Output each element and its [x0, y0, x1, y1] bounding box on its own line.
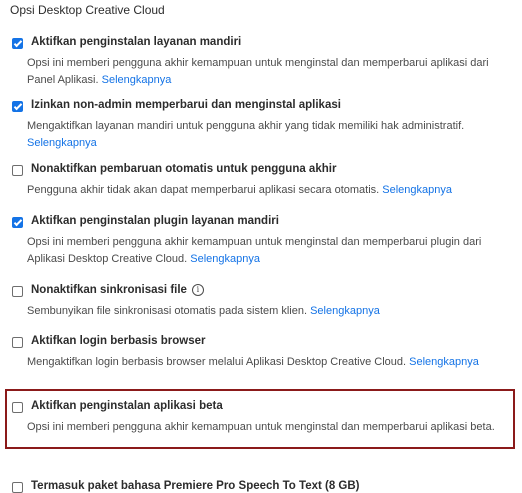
learn-more-link[interactable]: Selengkapnya [310, 305, 380, 317]
option-title: Aktifkan penginstalan aplikasi beta [31, 400, 223, 412]
learn-more-link[interactable]: Selengkapnya [409, 356, 479, 368]
option-title: Nonaktifkan pembaruan otomatis untuk pengguna akhir [31, 163, 337, 175]
disable-auto-update-checkbox[interactable] [12, 165, 23, 176]
self-service-plugins-checkbox[interactable] [12, 217, 23, 228]
self-service-install-checkbox[interactable] [12, 38, 23, 49]
learn-more-link[interactable]: Selengkapnya [27, 137, 97, 149]
beta-apps-checkbox[interactable] [12, 402, 23, 413]
allow-non-admin-checkbox[interactable] [12, 101, 23, 112]
browser-login-checkbox[interactable] [12, 337, 23, 348]
option-title: Termasuk paket bahasa Premiere Pro Speech To Text (8 GB) [31, 480, 360, 492]
option-title: Aktifkan penginstalan layanan mandiri [31, 36, 242, 48]
option-title: Aktifkan login berbasis browser [31, 335, 206, 347]
description-text: Mengaktifkan login berbasis browser melalui Aplikasi Desktop Creative Cloud. [27, 356, 407, 368]
option-title: Aktifkan penginstalan plugin layanan mandiri [31, 215, 279, 227]
section-title: Opsi Desktop Creative Cloud [10, 3, 165, 17]
disable-file-sync-checkbox[interactable] [12, 286, 23, 297]
option-description [27, 354, 507, 371]
option-description [27, 234, 507, 268]
learn-more-link[interactable]: Selengkapnya [382, 184, 452, 196]
description-text: Sembunyikan file sinkronisasi otomatis pada sistem klien. [27, 305, 308, 317]
option-title [31, 284, 204, 296]
info-icon[interactable]: i [192, 284, 204, 296]
option-title-text: Nonaktifkan sinkronisasi file [31, 284, 187, 296]
description-text: Pengguna akhir tidak akan dapat memperbarui aplikasi secara otomatis. [27, 184, 380, 196]
option-description [27, 182, 507, 199]
option-description [27, 118, 507, 152]
description-text: Panel Aplikasi. [27, 74, 99, 86]
learn-more-link[interactable]: Selengkapnya [101, 74, 172, 86]
option-description [27, 55, 507, 89]
description-text: Aplikasi Desktop Creative Cloud. [27, 253, 188, 265]
option-description [27, 303, 507, 320]
option-description [27, 419, 507, 436]
description-text: Mengaktifkan layanan mandiri untuk pengguna akhir yang tidak memiliki hak administratif. [27, 120, 465, 132]
description-text: Opsi ini memberi pengguna akhir kemampuan untuk menginstal dan memperbarui plugin dari [27, 236, 482, 248]
description-text: Opsi ini memberi pengguna akhir kemampuan untuk menginstal dan memperbarui aplikasi beta. [27, 421, 495, 433]
speech-to-text-pack-checkbox[interactable] [12, 482, 23, 493]
option-title: Izinkan non-admin memperbarui dan menginstal aplikasi [31, 99, 341, 111]
description-text: Opsi ini memberi pengguna akhir kemampuan untuk menginstal dan memperbarui aplikasi dari [27, 57, 489, 69]
learn-more-link[interactable]: Selengkapnya [190, 253, 260, 265]
